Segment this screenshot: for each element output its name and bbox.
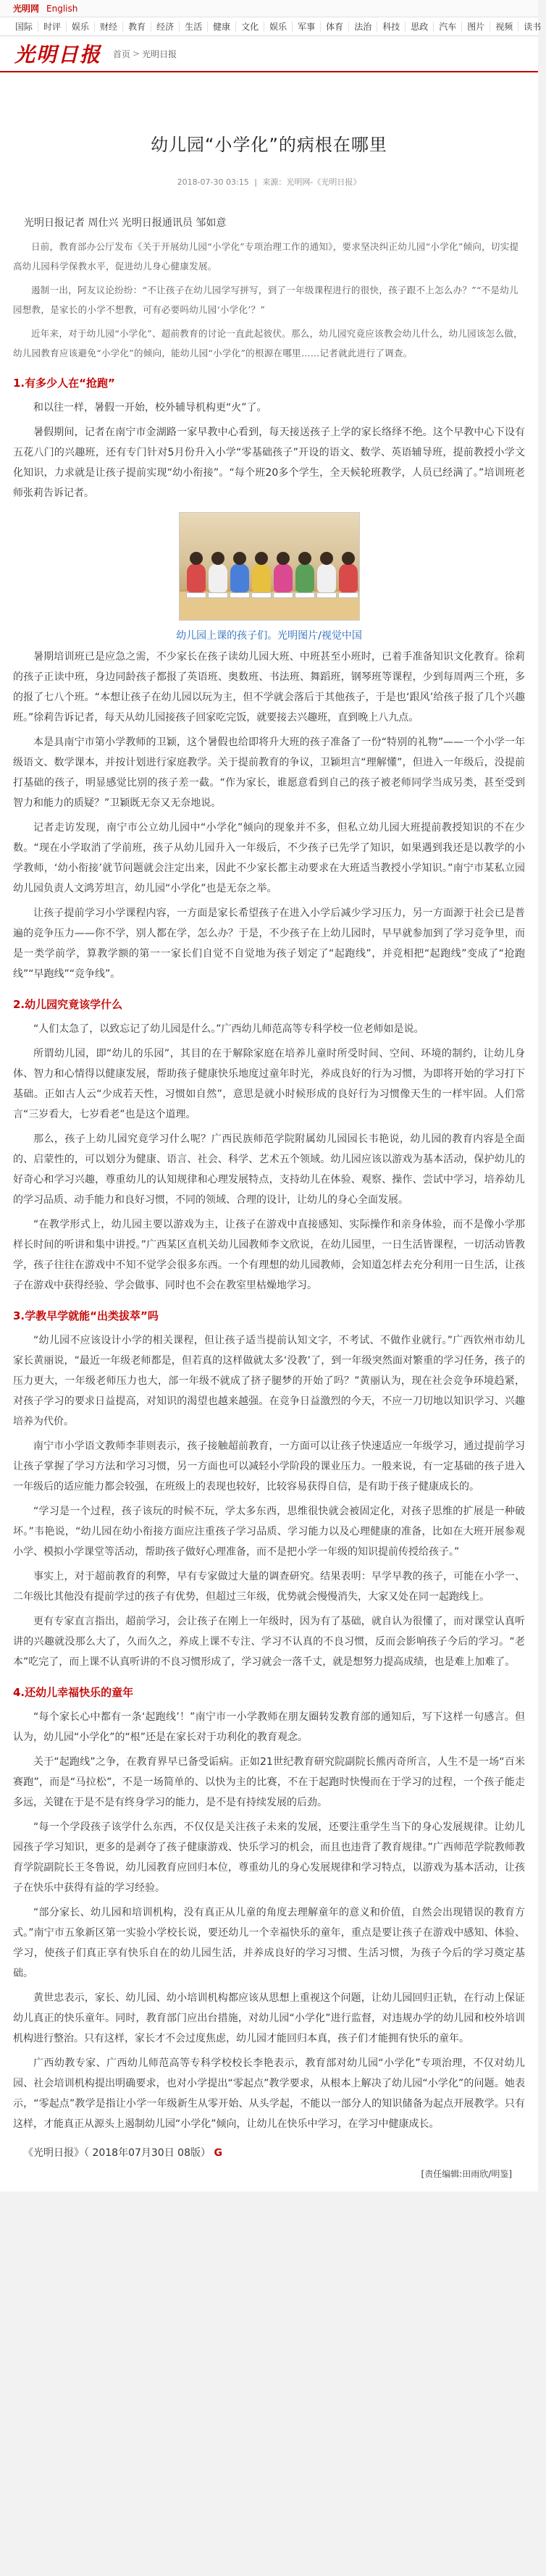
photo-child-head	[342, 552, 355, 565]
body-paragraph: 让孩子提前学习小学课程内容，一方面是家长希望孩子在进入小学后减少学习压力，另一方面源于社会已是普遍的竞争压力——你不学，别人都在学，怎么办？于是，不少孩子在上幼儿园时，早早就参加到了学习竞争里，而是一类学前学，算教学额的第一一家长们自觉不自觉地为孩子划定了“起跑线”，并竞相把“起跑线”变成了“抢跑线”“早跑线”“竞争线”。	[13, 907, 525, 980]
nav-item[interactable]: 军事	[293, 22, 321, 32]
photo-caption: 幼儿园上课的孩子们。光明图片/视觉中国	[176, 630, 362, 642]
body-paragraph: “在教学形式上，幼儿园主要以游戏为主，让孩子在游戏中直接感知、实际操作和亲身体验，而不是像小学那样长时间的听讲和集中讲授。”广西某区直机关幼儿园教师李文欣说，在幼儿园里，一日生活皆课程，一切活动皆教学，孩子往往在游戏中不知不觉学会很多东西。一个有理想的幼儿园教师，会知道怎样去充分利用一日生活，让孩子在游戏中获得经验、学会做事、同时也不会在教室里枯燥地学习。	[13, 1219, 525, 1291]
photo-child-head	[211, 552, 224, 565]
body-paragraph: 黄世忠表示，家长、幼儿园、幼小培训机构都应该从思想上重视这个问题，让幼儿园回归正轨，在行动上保证幼儿真正的快乐童年。同时，教育部门应出台措施，对幼儿园“小学化”进行监督，对违规办学的幼儿园和校外培训机构进行整治。只有这样，家长才不会过度焦虑，幼儿园才能回归本真，孩子们才能拥有快乐的童年。	[13, 1992, 525, 2044]
body-paragraph: 事实上，对于超前教育的利弊，早有专家做过大量的调查研究。结果表明：早学早教的孩子，可能在小学一、二年级比其他没有提前学过的孩子有优势，但超过三年级，优势就会慢慢消失，大家又处在同一起跑线上。	[13, 1571, 525, 1603]
body-paragraph: 暑假期间，记者在南宁市金湖路一家早教中心看到，每天接送孩子上学的家长络绎不绝。这个早教中心下设有五花八门的兴趣班，还有专门针对5月份升入小学“零基础孩子”开设的语文、数学、英语辅导班，提前教授小学文化知识，力求就是让孩子提前实现“幼小衔接”。“每个班20多个学生，全天候轮班教学，人员已经满了。”培训班老师张莉告诉记者。	[13, 427, 525, 499]
nav-item[interactable]: 思政	[406, 22, 434, 32]
photo-child	[317, 563, 336, 592]
photo-child	[252, 563, 271, 592]
body-paragraph: 关于“起跑线”之争，在教育界早已备受诟病。正如21世纪教育研究院副院长熊丙奇所言，人生不是一场“百米赛跑”，而是“马拉松”，不是一场简单的、以快为主的比赛，不在于起跑时快慢而在于学习的过程，一个孩子能走多远，关键在于是不是有终身学习的能力，是不是有持续发展的后劲。	[13, 1756, 525, 1808]
meta-separator: |	[254, 177, 257, 187]
nav-item[interactable]: 经济	[151, 22, 180, 32]
article-source[interactable]: 来源：光明网-《光明日报》	[262, 177, 361, 187]
nav-item[interactable]: 国际	[10, 22, 38, 32]
nav-item[interactable]: 财经	[95, 22, 123, 32]
nav-item[interactable]: 娱乐	[67, 22, 95, 32]
article	[0, 130, 538, 2187]
nav-item[interactable]: 图片	[462, 22, 490, 32]
body-paragraph: “每一个学段孩子该学什么东西，不仅仅是关注孩子未来的发展，还要注重学生当下的身心发展规律。让幼儿园孩子学习知识，更多的是剥夺了孩子健康游戏、快乐学习的机会，而且也违背了教育规律。”广西师范学院教师教育学院副院长王冬鲁说，幼儿园教育应回归本位，尊重幼儿的身心发展规律和学习特点，以游戏为基本活动，让孩子在快乐中获得有益的学习经验。	[13, 1821, 525, 1894]
nav-item[interactable]: 视频	[490, 22, 518, 32]
breadcrumb-home[interactable]: 首页	[113, 49, 131, 59]
section-heading: 4.还幼儿幸福快乐的童年	[13, 1686, 134, 1699]
breadcrumb	[113, 48, 177, 60]
responsible-editor: [责任编辑:田雨欣/明鉴]	[421, 2169, 512, 2179]
section-heading: 1.有多少人在“抢跑”	[13, 377, 115, 390]
nav-item[interactable]: 文化	[236, 22, 264, 32]
body-paragraph: 那么，孩子上幼儿园究竟学习什么呢？广西民族师范学院附属幼儿园园长韦艳说，幼儿园的教育内容是全面的、启蒙性的，可以划分为健康、语言、社会、科学、艺术五个领域。幼儿园应该以游戏为基本活动，保护幼儿的好奇心和学习兴趣，尊重幼儿的认知规律和心理发展特点，支持幼儿在体验、观察、操作、尝试中学习，培养幼儿的学习品质、动手能力和良好习惯，不同的领域、合理的设计，让幼儿的身心全面发展。	[13, 1133, 525, 1206]
photo-book	[186, 592, 206, 598]
nav-item[interactable]: 教育	[123, 22, 151, 32]
nav-item[interactable]: 读书	[524, 21, 542, 32]
photo-book	[251, 592, 272, 598]
nav-item[interactable]: 生活	[180, 22, 208, 32]
guangming-daily-logo[interactable]: 光明日报	[14, 43, 102, 67]
nav-item[interactable]: 时评	[38, 22, 67, 32]
photo-book	[208, 592, 228, 598]
photo-child	[187, 563, 206, 592]
kindergarten-classroom-photo	[179, 512, 360, 621]
photo-child	[274, 563, 293, 592]
photo-child	[339, 563, 358, 592]
article-body	[13, 373, 525, 2134]
bottom-bar	[0, 2191, 538, 2202]
body-paragraph: 广西幼教专家、广西幼儿师范高等专科学校校长李艳表示，教育部对幼儿园“小学化”专项治理，不仅对幼儿园、社会培训机构提出明确要求，也对小学提出“零起点”教学要求，从根本上解决了幼儿园“小学化”的问题。她表示，“零起点”教学是指让小学一年级新生从零开始、从头学起，不能以一部分人的知识储备为起点开展教学。只有这样，才能真正从源头上遏制幼儿园“小学化”倾向，让幼儿在快乐中学习，在学习中健康成长。	[13, 2057, 525, 2130]
photo-child-head	[320, 552, 333, 565]
site-header	[0, 36, 538, 72]
photo-child	[230, 563, 249, 592]
photo-child-head	[255, 552, 268, 565]
photo-child-head	[277, 552, 290, 565]
body-paragraph: 记者走访发现，南宁市公立幼儿园中“小学化”倾向的现象并不多，但私立幼儿园大班提前教授知识的不在少数。“现在小学取消了学前班，孩子从幼儿园升入一年级后，不少孩子已先学了知识，如果遇到我还是以教学的小学教师，‘幼小衔接’就节问题就会注定出来，因此不少家长都主动要求在大班适当教授小学知识。”南宁市某私立园幼儿园负责人文鸿芳坦言，幼儿园“小学化”也是无奈之举。	[13, 822, 525, 894]
body-paragraph: 暑期培训班已是应急之需，不少家长在孩子读幼儿园大班、中班甚至小班时，已着手准备知识文化教育。徐莉的孩子正读中班，身边同龄孩子都报了英语班、奥数班、书法班、舞蹈班，钢琴班等课程，少到每周两三个班，多的报了七八个班。“本想让孩子在幼儿园以玩为主，但不学就会落后于其他孩子，于是也‘跟风’给孩子报了几个兴趣班。”徐莉告诉记者，每天从幼儿园接孩子回家吃完饭，就要接去兴趣班，直到晚上八九点。	[13, 651, 525, 723]
photo-book	[230, 592, 250, 598]
top-strip	[0, 0, 538, 17]
nav-item[interactable]: 汽车	[434, 22, 462, 32]
guangming-small-icon: G	[214, 2147, 222, 2159]
photo-child	[295, 563, 314, 592]
body-paragraph: “部分家长、幼儿园和培训机构，没有真正从儿童的角度去理解童年的意义和价值，自然会出现错误的教育方式。”南宁市五象新区第一实验小学校长说，要还幼儿一个幸福快乐的童年，重点是要让孩子在游戏中感知、体验、学习，使孩子们真正享有快乐自在的幼儿园生活，并养成良好的学习习惯、生活习惯，为孩子今后的学习奠定基础。	[13, 1907, 525, 1979]
breadcrumb-separator: >	[133, 49, 140, 59]
photo-book	[273, 592, 293, 598]
body-paragraph: 和以往一样，暑假一开始，校外辅导机构更“火”了。	[33, 402, 267, 414]
body-paragraph: “学习是一个过程，孩子该玩的时候不玩，学太多东西，思维很快就会被固定化，对孩子思维的扩展是一种破坏。”韦艳说，“幼儿园在幼小衔接方面应注重孩子学习品质、学习能力以及心理健康的准备，比如在大班开展参观小学、模拟小学课堂等活动，帮助孩子做好心理准备，而不是把小学一年级的知识提前传授给孩子。”	[13, 1506, 525, 1558]
article-figure	[13, 512, 525, 642]
section-heading: 3.学教早学就能“出类拔萃”吗	[13, 1309, 159, 1322]
body-paragraph: 本是具南宁市第小学教师的卫颖，这个暑假也给即将升大班的孩子准备了一份“特别的礼物”——一个小学一年级语文、数学课本，并按计划进行家庭教学。关于提前教育的争议，卫颖坦言“理解懂”，但进入一年级后，没提前打基础的孩子，明显感觉比别的孩子差一截。“作为家长，谁愿意看到自己的孩子被老师同学当成另类，甚至受到智力和能力的质疑？”卫颖既无奈又无奈地说。	[13, 737, 525, 809]
nav-item[interactable]: 健康	[208, 22, 236, 32]
body-paragraph: “人们太急了，以致忘记了幼儿园是什么。”广西幼儿师范高等专科学校一位老师如是说。	[33, 1023, 424, 1035]
summary-paragraph: 近年来，对于幼儿园“小学化”、超前教育的讨论一直此起彼伏。那么，幼儿园究竟应该教会幼儿什么，幼儿园该怎么做，幼儿园教育应该避免“小学化”的倾向，能幼儿园“小学化”的根源在哪里……记者就此进行了调查。	[13, 328, 523, 358]
nav-item[interactable]: 体育	[321, 22, 349, 32]
article-meta	[13, 176, 525, 188]
source-footer-text: 《光明日报》（ 2018年07月30日 08版）	[23, 2147, 211, 2159]
photo-book	[316, 592, 337, 598]
body-paragraph: “幼儿园不应该设计小学的相关课程，但让孩子适当提前认知文字，不考试、不做作业就行。”广西钦州市幼儿家长黄丽说，“最近一年级老师都是，但若真的这样做就太多‘没教’了，到一年级突然面对繁重的学习任务，孩子的压力更大，一年级老师压力也大，部一年级不就成了挤子腿梦的开始了吗？”黄丽认为，现在社会竞争环境趋紧，对孩子学习的要求日益提高，对知识的渴望也越来越强。在竞争日益激烈的今天，不应一刀切地以知识学习、兴趣培养为代价。	[13, 1335, 525, 1427]
nav-item[interactable]: 娱乐	[264, 22, 293, 32]
summary-paragraph: 遏制一出，阿友议论纷纷：“不让孩子在幼儿园学写拼写，到了一年级课程进行的很快，孩子跟不上怎么办？”“不是幼儿园想教，是家长的小学不想教，可有必要吗幼儿园‘小学化’？”	[13, 285, 518, 315]
photo-book	[338, 592, 358, 598]
byline: 光明日报记者 周仕兴 光明日报通讯员 邹如意	[24, 217, 227, 229]
article-source-footer	[13, 2143, 525, 2163]
nav-item[interactable]: 法治	[349, 22, 377, 32]
photo-child-head	[190, 552, 203, 565]
photo-book	[295, 592, 315, 598]
body-paragraph: “每个家长心中都有一条‘起跑线’！”南宁市一小学教师在朋友圈转发教育部的通知后，写下这样一句感言。但认为，幼儿园“小学化”的“根”还是在家长对于功利化的教育观念。	[13, 1711, 525, 1743]
site-name[interactable]: 光明网	[13, 4, 40, 14]
photo-child	[209, 563, 227, 592]
body-paragraph: 所谓幼儿园，即“幼儿的乐园”，其目的在于解除家庭在培养儿童时所受时间、空间、环境的制约，让幼儿身体、智力和心情得以健康发展，帮助孩子健康快乐地度过童年时光，养成良好的行为习惯，为即将开始的学习打下基础。正如古人云“少成若天性，习惯如自然”，意思是就小时候形成的良好行为习惯像天生的一样牢固。人们常言“三岁看大，七岁看老”也是这个道理。	[13, 1048, 525, 1120]
breadcrumb-current[interactable]: 光明日报	[142, 49, 177, 59]
summary-paragraph: 日前，教育部办公厅发布《关于开展幼儿园“小学化”专项治理工作的通知》，要求坚决纠正幼儿园“小学化”倾向，切实提高幼儿园科学保教水平，促进幼儿身心健康发展。	[13, 241, 519, 272]
body-paragraph: 南宁市小学语文教师李菲则表示，孩子接触超前教育，一方面可以让孩子快速适应一年级学习，通过提前学习让孩子掌握了学习方法和学习习惯，另一方面也可以减轻小学阶段的课业压力。一般来说，有一定基础的孩子进入一年级后的适应能力都会较强，在班级上的表现也较好，比较容易获得自信，是有助于孩子健康成长的。	[13, 1440, 525, 1493]
english-link[interactable]: English	[46, 3, 78, 14]
photo-child-head	[233, 552, 246, 565]
article-summary	[13, 237, 525, 363]
photo-child-head	[298, 552, 311, 565]
main-nav	[0, 17, 542, 36]
article-title: 幼儿园“小学化”的病根在哪里	[151, 135, 387, 155]
section-heading: 2.幼儿园究竟该学什么	[13, 998, 123, 1011]
nav-item[interactable]: 科技	[377, 22, 406, 32]
publish-datetime: 2018-07-30 03:15	[177, 177, 249, 187]
body-paragraph: 更有专家直言指出，超前学习，会让孩子在刚上一年级时，因为有了基础，就自认为很懂了，而对课堂认真听讲的兴趣就没那么大了，久而久之，养成上课不专注、学习不认真的不良习惯，反而会影响孩子今后的学习。“老本”吃完了，而上课不认真听讲的不良习惯形成了，学习就会一落千丈，就是想努力提高成绩，也是难上加难了。	[13, 1616, 525, 1668]
